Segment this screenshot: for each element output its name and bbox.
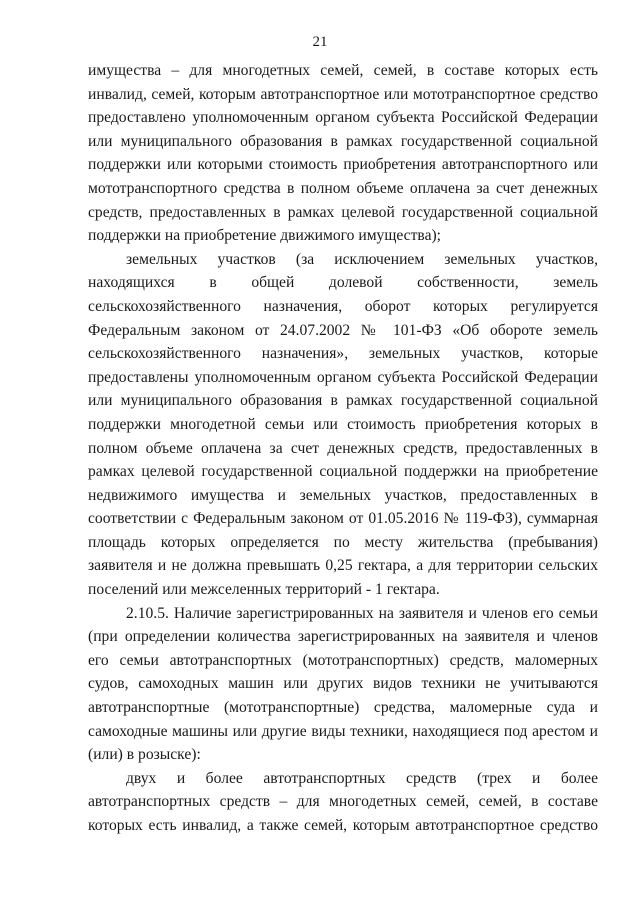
document-body <box>88 59 598 838</box>
paragraph-2-10-5: 2.10.5. Наличие зарегистрированных на заявителя и членов его семьи (при определении количества зарегистрированных на заявителя и членов его семьи автотранспортных (мототранспортных) средств, маломерных судов, самоходных машин или других видов техники не учитываются автотранспортные (мототранспортные) средства, маломерные суда и самоходные машины или другие виды техники, находящиеся под арестом и (или) в розыске): <box>88 604 598 764</box>
paragraph-vehicles: двух и более автотранспортных средств (трех и более автотранспортных средств – для многодетных семей, семей, в составе которых есть инвалид, а также семей, которым автотранспортное средство <box>88 769 598 834</box>
page-number: 21 <box>312 34 328 50</box>
paragraph-land-plots: земельных участков (за исключением земельных участков, находящихся в общей долевой собственности, земель сельскохозяйственного назначения, оборот которых регулируется Федеральным законом от 24.07.2002 № 101-ФЗ «Об обороте земель сельскохозяйственного назначения», земельных участков, которые предоставлены уполномоченным органом субъекта Российской Федерации или муниципального образования в рамках государственной социальной поддержки многодетной семьи или стоимость приобретения которых в полном объеме оплачена за счет денежных средств, предоставленных в рамках целевой государственной социальной поддержки на приобретение недвижимого имущества и земельных участков, предоставленных в соответствии с Федеральным законом от 01.05.2016 № 119-ФЗ), суммарная площадь которых определяется по месту жительства (пребывания) заявителя и не должна превышать 0,25 гектара, а для территории сельских поселений или межселенных территорий - 1 гектара. <box>88 250 598 599</box>
paragraph-movable-property-continuation: имущества – для многодетных семей, семей, в составе которых есть инвалид, семей, которым автотранспортное или мототранспортное средство предоставлено уполномоченным органом субъекта Российской Федерации или муниципального образования в рамках государственной социальной поддержки или которыми стоимость приобретения автотранспортного или мототранспортного средства в полном объеме оплачена за счет денежных средств, предоставленных в рамках целевой государственной социальной поддержки на приобретение движимого имущества); <box>88 62 598 245</box>
